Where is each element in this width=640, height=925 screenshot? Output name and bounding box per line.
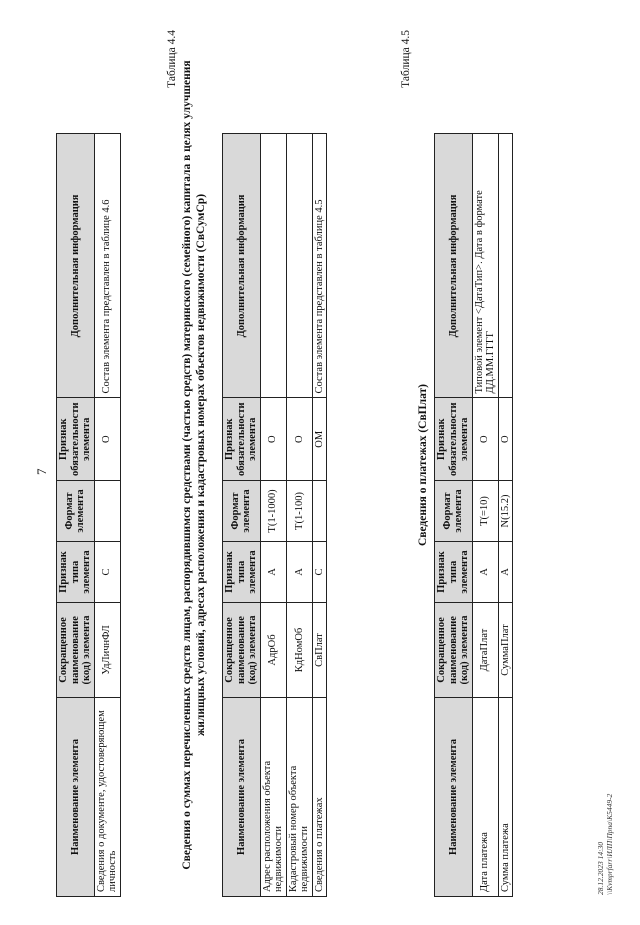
cell-name: Кадастровый номер объекта недвижимости — [286, 698, 312, 897]
cell-code: СвПлат — [312, 603, 327, 698]
table-4-5 — [434, 133, 513, 897]
cell-required: ОМ — [312, 398, 327, 481]
cell-code: ДатаПлат — [472, 603, 498, 698]
header-type: Признак типа элемента — [57, 542, 95, 603]
header-format: Формат элемента — [223, 481, 261, 542]
header-code: Сокращенное наименование (код) элемента — [223, 603, 261, 698]
stamp-date: 28.12.2023 14:30 — [596, 841, 605, 895]
cell-info: Типовой элемент <ДатаТип>. Дата в формате ДД.ММ.ГГГГ — [472, 134, 498, 398]
cell-required: О — [94, 398, 120, 481]
cell-info — [260, 134, 286, 398]
cell-format: T(1-1000) — [260, 481, 286, 542]
header-name: Наименование элемента — [223, 698, 261, 897]
cell-name: Сведения о документе, удостоверяющем личность — [94, 698, 120, 897]
table-row — [498, 134, 513, 897]
table-4-4 — [222, 133, 327, 897]
table-top — [56, 133, 121, 897]
header-required: Признак обязательности элемента — [223, 398, 261, 481]
header-format: Формат элемента — [57, 481, 95, 542]
header-required: Признак обязательности элемента — [57, 398, 95, 481]
cell-name: Дата платежа — [472, 698, 498, 897]
cell-type: А — [472, 542, 498, 603]
cell-info: Состав элемента представлен в таблице 4.5 — [312, 134, 327, 398]
header-required: Признак обязательности элемента — [435, 398, 473, 481]
cell-format: N(15.2) — [498, 481, 513, 542]
table-row — [286, 134, 312, 897]
page-number: 7 — [34, 468, 49, 475]
table-row — [312, 134, 327, 897]
cell-required: О — [286, 398, 312, 481]
cell-type: А — [260, 542, 286, 603]
cell-type: А — [286, 542, 312, 603]
cell-format — [94, 481, 120, 542]
cell-code: СуммаПлат — [498, 603, 513, 698]
cell-name: Сумма платежа — [498, 698, 513, 897]
table-4-4-caption: Таблица 4.4 — [166, 30, 178, 88]
cell-info — [286, 134, 312, 398]
header-type: Признак типа элемента — [223, 542, 261, 603]
cell-name: Сведения о платежах — [312, 698, 327, 897]
table-4-5-caption: Таблица 4.5 — [400, 30, 412, 88]
table-header-row — [435, 134, 473, 897]
table-header-row — [223, 134, 261, 897]
cell-type: С — [312, 542, 327, 603]
header-info: Дополнительная информация — [435, 134, 473, 398]
header-info: Дополнительная информация — [57, 134, 95, 398]
cell-info — [498, 134, 513, 398]
cell-code: КдНомОб — [286, 603, 312, 698]
cell-format: T(1-100) — [286, 481, 312, 542]
header-name: Наименование элемента — [435, 698, 473, 897]
cell-format: T(=10) — [472, 481, 498, 542]
cell-required: О — [260, 398, 286, 481]
cell-info: Состав элемента представлен в таблице 4.6 — [94, 134, 120, 398]
header-code: Сокращенное наименование (код) элемента — [57, 603, 95, 698]
header-name: Наименование элемента — [57, 698, 95, 897]
cell-code: УдЛичнФЛ — [94, 603, 120, 698]
print-stamp — [596, 794, 614, 895]
header-code: Сокращенное наименование (код) элемента — [435, 603, 473, 698]
header-format: Формат элемента — [435, 481, 473, 542]
table-header-row — [57, 134, 95, 897]
table-row — [260, 134, 286, 897]
cell-type: С — [94, 542, 120, 603]
cell-type: А — [498, 542, 513, 603]
header-info: Дополнительная информация — [223, 134, 261, 398]
table-row — [94, 134, 120, 897]
table-4-4-title: Сведения о суммах перечисленных средств лицам, распорядившимся средствами (частью средств) материнского (семейного) капитала в целях улучшения жилищных условий, адресах расположения и кадастровых номерах объектов недвижимости (СвСумСр) — [181, 60, 208, 870]
stamp-path: \\Kvmprfarr\ИЛП\Прпа\К5449-2 — [605, 793, 614, 895]
table-4-5-title: Сведения о платежах (СвПлат) — [417, 383, 429, 547]
cell-code: АдрОб — [260, 603, 286, 698]
cell-format — [312, 481, 327, 542]
cell-required: О — [472, 398, 498, 481]
table-row — [472, 134, 498, 897]
header-type: Признак типа элемента — [435, 542, 473, 603]
cell-required: О — [498, 398, 513, 481]
cell-name: Адрес расположения объекта недвижимости — [260, 698, 286, 897]
